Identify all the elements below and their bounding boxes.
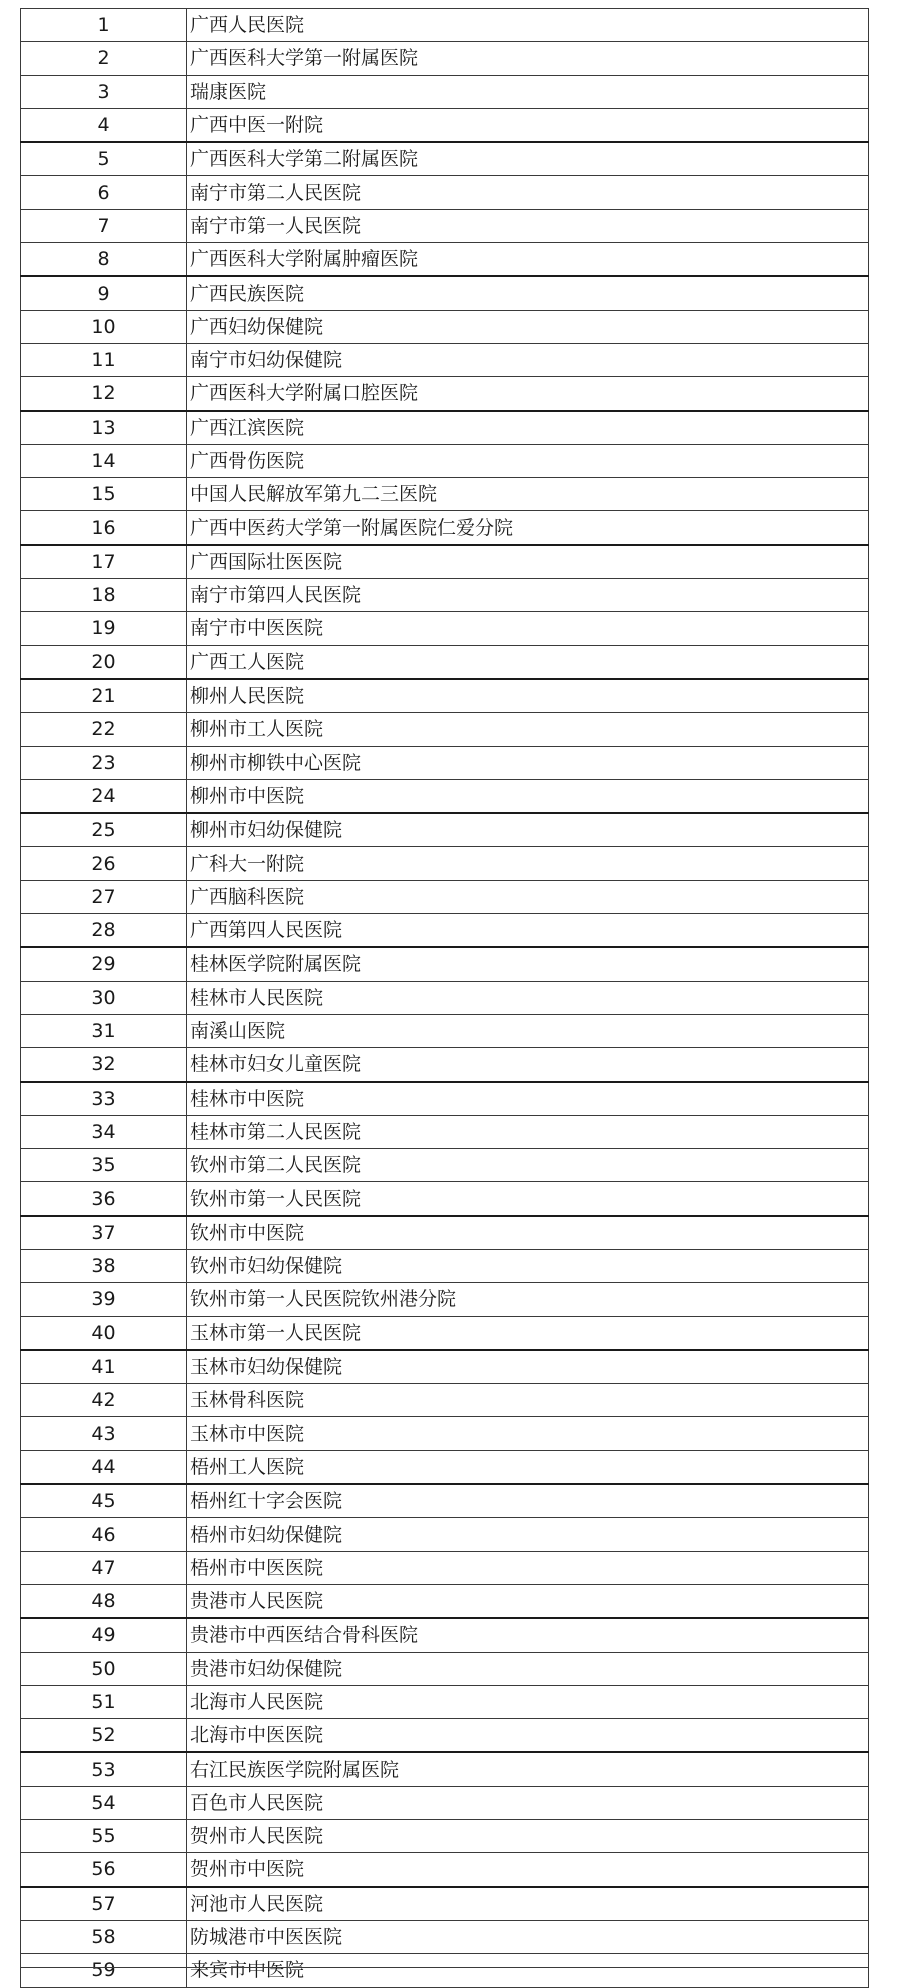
row-number-cell: 15 — [21, 478, 187, 511]
hospital-name-cell: 玉林市妇幼保健院 — [187, 1350, 869, 1384]
table-row — [21, 1149, 869, 1182]
row-number-cell: 38 — [21, 1249, 187, 1282]
row-number-cell: 32 — [21, 1048, 187, 1082]
row-number-cell: 37 — [21, 1216, 187, 1250]
row-number-cell: 42 — [21, 1384, 187, 1417]
hospital-name-cell: 南宁市中医医院 — [187, 612, 869, 645]
hospital-name-cell: 广科大一附院 — [187, 847, 869, 880]
table-row — [21, 511, 869, 545]
hospital-name-cell: 河池市人民医院 — [187, 1887, 869, 1921]
hospital-name-cell: 贵港市人民医院 — [187, 1584, 869, 1618]
table-row — [21, 1115, 869, 1148]
row-number-cell: 27 — [21, 880, 187, 913]
hospital-table — [20, 8, 869, 1988]
row-number-cell: 6 — [21, 176, 187, 209]
hospital-name-cell: 柳州人民医院 — [187, 679, 869, 713]
hospital-name-cell: 钦州市妇幼保健院 — [187, 1249, 869, 1282]
table-row — [21, 1182, 869, 1216]
table-row — [21, 813, 869, 847]
hospital-name-cell: 广西江滨医院 — [187, 411, 869, 445]
row-number-cell: 39 — [21, 1283, 187, 1316]
row-number-cell: 35 — [21, 1149, 187, 1182]
table-row — [21, 1216, 869, 1250]
table-row — [21, 310, 869, 343]
table-row — [21, 1316, 869, 1350]
row-number-cell: 45 — [21, 1484, 187, 1518]
cropped-bottom-edge — [20, 1967, 868, 1980]
table-row — [21, 108, 869, 142]
row-number-cell: 14 — [21, 444, 187, 477]
row-number-cell: 33 — [21, 1082, 187, 1116]
table-row — [21, 343, 869, 376]
hospital-name-cell: 防城港市中医医院 — [187, 1920, 869, 1953]
hospital-name-cell: 桂林市第二人民医院 — [187, 1115, 869, 1148]
table-row — [21, 1920, 869, 1953]
hospital-name-cell: 广西医科大学第二附属医院 — [187, 142, 869, 176]
table-row — [21, 612, 869, 645]
hospital-name-cell: 贺州市人民医院 — [187, 1820, 869, 1853]
table-row — [21, 579, 869, 612]
row-number-cell: 44 — [21, 1450, 187, 1484]
hospital-name-cell: 桂林医学院附属医院 — [187, 947, 869, 981]
hospital-name-cell: 玉林骨科医院 — [187, 1384, 869, 1417]
row-number-cell: 50 — [21, 1652, 187, 1685]
row-number-cell: 55 — [21, 1820, 187, 1853]
hospital-name-cell: 瑞康医院 — [187, 75, 869, 108]
hospital-name-cell: 梧州市中医医院 — [187, 1551, 869, 1584]
row-number-cell: 11 — [21, 343, 187, 376]
hospital-name-cell: 贺州市中医院 — [187, 1853, 869, 1887]
table-row — [21, 679, 869, 713]
row-number-cell: 13 — [21, 411, 187, 445]
table-row — [21, 1853, 869, 1887]
hospital-name-cell: 广西医科大学附属肿瘤医院 — [187, 243, 869, 277]
row-number-cell: 43 — [21, 1417, 187, 1450]
row-number-cell: 30 — [21, 981, 187, 1014]
hospital-name-cell: 柳州市柳铁中心医院 — [187, 746, 869, 779]
hospital-name-cell: 南溪山医院 — [187, 1014, 869, 1047]
table-row — [21, 880, 869, 913]
row-number-cell: 10 — [21, 310, 187, 343]
row-number-cell: 29 — [21, 947, 187, 981]
row-number-cell: 4 — [21, 108, 187, 142]
table-row — [21, 9, 869, 42]
hospital-name-cell: 钦州市第一人民医院 — [187, 1182, 869, 1216]
row-number-cell: 21 — [21, 679, 187, 713]
hospital-name-cell: 广西民族医院 — [187, 276, 869, 310]
hospital-name-cell: 桂林市人民医院 — [187, 981, 869, 1014]
hospital-name-cell: 钦州市第二人民医院 — [187, 1149, 869, 1182]
table-row — [21, 1350, 869, 1384]
row-number-cell: 47 — [21, 1551, 187, 1584]
row-number-cell: 23 — [21, 746, 187, 779]
hospital-name-cell: 广西工人医院 — [187, 645, 869, 679]
table-row — [21, 1685, 869, 1718]
row-number-cell: 24 — [21, 779, 187, 813]
table-row — [21, 478, 869, 511]
hospital-name-cell: 玉林市中医院 — [187, 1417, 869, 1450]
row-number-cell: 40 — [21, 1316, 187, 1350]
table-row — [21, 545, 869, 579]
row-number-cell: 52 — [21, 1719, 187, 1753]
table-row — [21, 1484, 869, 1518]
table-row — [21, 1652, 869, 1685]
hospital-list-sheet — [20, 8, 868, 1988]
table-row — [21, 1719, 869, 1753]
table-row — [21, 1518, 869, 1551]
table-row — [21, 276, 869, 310]
hospital-name-cell: 南宁市第一人民医院 — [187, 209, 869, 242]
hospital-name-cell: 广西医科大学第一附属医院 — [187, 42, 869, 75]
hospital-name-cell: 右江民族医学院附属医院 — [187, 1752, 869, 1786]
row-number-cell: 46 — [21, 1518, 187, 1551]
table-row — [21, 1082, 869, 1116]
hospital-name-cell: 桂林市中医院 — [187, 1082, 869, 1116]
hospital-name-cell: 广西第四人民医院 — [187, 914, 869, 948]
table-row — [21, 176, 869, 209]
row-number-cell: 56 — [21, 1853, 187, 1887]
hospital-name-cell: 柳州市中医院 — [187, 779, 869, 813]
row-number-cell: 34 — [21, 1115, 187, 1148]
table-row — [21, 42, 869, 75]
row-number-cell: 41 — [21, 1350, 187, 1384]
table-row — [21, 1417, 869, 1450]
table-row — [21, 1786, 869, 1819]
hospital-name-cell: 百色市人民医院 — [187, 1786, 869, 1819]
table-row — [21, 713, 869, 746]
hospital-name-cell: 广西妇幼保健院 — [187, 310, 869, 343]
row-number-cell: 25 — [21, 813, 187, 847]
hospital-name-cell: 贵港市中西医结合骨科医院 — [187, 1618, 869, 1652]
table-row — [21, 947, 869, 981]
table-row — [21, 1283, 869, 1316]
row-number-cell: 17 — [21, 545, 187, 579]
hospital-name-cell: 中国人民解放军第九二三医院 — [187, 478, 869, 511]
table-row — [21, 75, 869, 108]
row-number-cell: 20 — [21, 645, 187, 679]
table-row — [21, 444, 869, 477]
row-number-cell: 53 — [21, 1752, 187, 1786]
row-number-cell: 16 — [21, 511, 187, 545]
hospital-name-cell: 北海市人民医院 — [187, 1685, 869, 1718]
hospital-name-cell: 广西骨伤医院 — [187, 444, 869, 477]
hospital-name-cell: 南宁市第四人民医院 — [187, 579, 869, 612]
table-row — [21, 1551, 869, 1584]
hospital-name-cell: 贵港市妇幼保健院 — [187, 1652, 869, 1685]
row-number-cell: 51 — [21, 1685, 187, 1718]
hospital-name-cell: 来宾市中医院 — [187, 1954, 869, 1987]
hospital-name-cell: 钦州市第一人民医院钦州港分院 — [187, 1283, 869, 1316]
row-number-cell: 31 — [21, 1014, 187, 1047]
table-row — [21, 779, 869, 813]
table-row — [21, 243, 869, 277]
table-row — [21, 377, 869, 411]
hospital-name-cell: 广西医科大学附属口腔医院 — [187, 377, 869, 411]
row-number-cell: 12 — [21, 377, 187, 411]
row-number-cell: 1 — [21, 9, 187, 42]
row-number-cell: 59 — [21, 1954, 187, 1987]
table-row — [21, 1249, 869, 1282]
hospital-name-cell: 广西中医一附院 — [187, 108, 869, 142]
table-row — [21, 1384, 869, 1417]
row-number-cell: 26 — [21, 847, 187, 880]
hospital-name-cell: 南宁市妇幼保健院 — [187, 343, 869, 376]
row-number-cell: 22 — [21, 713, 187, 746]
hospital-name-cell: 桂林市妇女儿童医院 — [187, 1048, 869, 1082]
table-row — [21, 645, 869, 679]
row-number-cell: 57 — [21, 1887, 187, 1921]
table-row — [21, 411, 869, 445]
hospital-name-cell: 广西国际壮医医院 — [187, 545, 869, 579]
row-number-cell: 36 — [21, 1182, 187, 1216]
table-row — [21, 1450, 869, 1484]
row-number-cell: 18 — [21, 579, 187, 612]
hospital-name-cell: 广西人民医院 — [187, 9, 869, 42]
row-number-cell: 5 — [21, 142, 187, 176]
hospital-name-cell: 玉林市第一人民医院 — [187, 1316, 869, 1350]
table-row — [21, 847, 869, 880]
hospital-name-cell: 南宁市第二人民医院 — [187, 176, 869, 209]
table-row — [21, 981, 869, 1014]
table-row — [21, 914, 869, 948]
table-row — [21, 1820, 869, 1853]
hospital-name-cell: 梧州红十字会医院 — [187, 1484, 869, 1518]
table-row — [21, 1887, 869, 1921]
row-number-cell: 3 — [21, 75, 187, 108]
hospital-name-cell: 广西中医药大学第一附属医院仁爱分院 — [187, 511, 869, 545]
row-number-cell: 54 — [21, 1786, 187, 1819]
row-number-cell: 7 — [21, 209, 187, 242]
hospital-name-cell: 钦州市中医院 — [187, 1216, 869, 1250]
hospital-name-cell: 柳州市妇幼保健院 — [187, 813, 869, 847]
table-row — [21, 1618, 869, 1652]
row-number-cell: 28 — [21, 914, 187, 948]
hospital-name-cell: 梧州市妇幼保健院 — [187, 1518, 869, 1551]
row-number-cell: 49 — [21, 1618, 187, 1652]
table-row — [21, 209, 869, 242]
row-number-cell: 19 — [21, 612, 187, 645]
row-number-cell: 2 — [21, 42, 187, 75]
table-row — [21, 746, 869, 779]
table-row — [21, 1014, 869, 1047]
table-row — [21, 1048, 869, 1082]
hospital-name-cell: 柳州市工人医院 — [187, 713, 869, 746]
table-row — [21, 142, 869, 176]
hospital-name-cell: 北海市中医医院 — [187, 1719, 869, 1753]
hospital-name-cell: 梧州工人医院 — [187, 1450, 869, 1484]
table-row — [21, 1752, 869, 1786]
hospital-name-cell: 广西脑科医院 — [187, 880, 869, 913]
table-row — [21, 1584, 869, 1618]
row-number-cell: 48 — [21, 1584, 187, 1618]
row-number-cell: 8 — [21, 243, 187, 277]
row-number-cell: 58 — [21, 1920, 187, 1953]
hospital-table-body — [21, 9, 869, 1988]
row-number-cell: 9 — [21, 276, 187, 310]
